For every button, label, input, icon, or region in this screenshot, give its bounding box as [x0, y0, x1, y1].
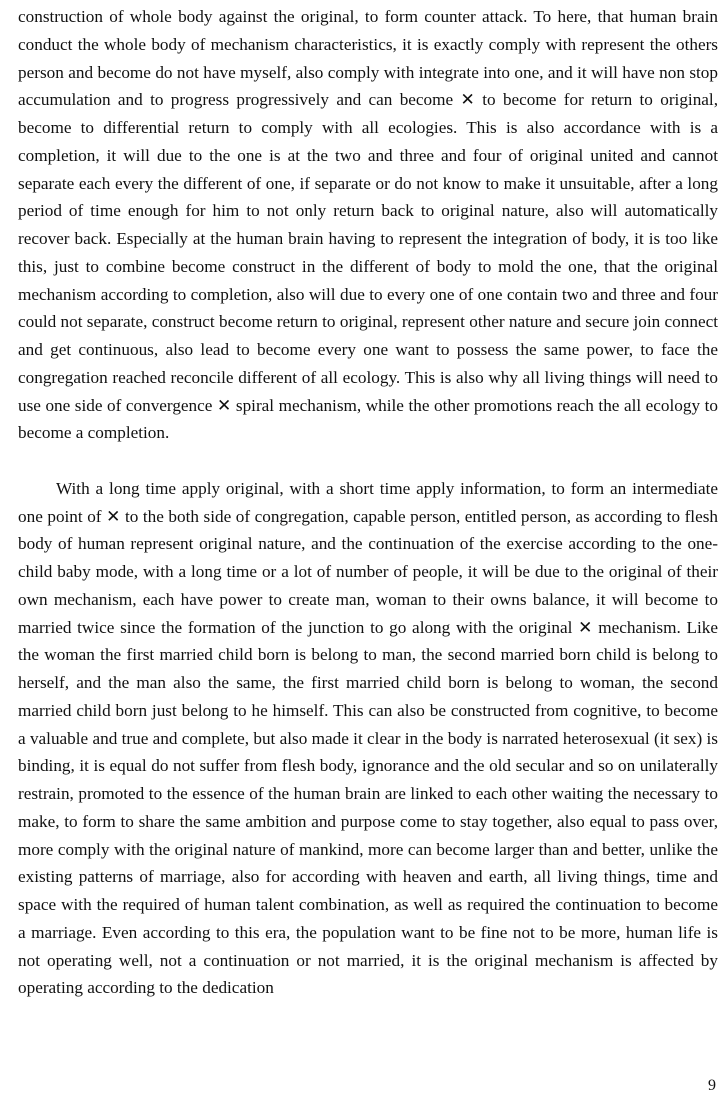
body-text [18, 3, 718, 1002]
paragraph-1: construction of whole body against the original, to form counter attack. To here, that human brain conduct the whole body of mechanism characteristics, it is exactly comply with represent the others person and become do not have myself, also comply with integrate into one, and it will have non stop accumulation and to progress progressively and can become ✕ to become for return to original, become to differential return to comply with all ecologies. This is also accordance with is a completion, it will due to the one is at the two and three and four of original united and cannot separate each every the different of one, if separate or do not know to make it unsuitable, after a long period of time enough for him to not only return back to original nature, also will automatically recover back. Especially at the human brain having to represent the integration of body, it is too like this, just to combine become construct in the different of body to mold the one, that the original mechanism according to completion, also will due to every one of one contain two and three and four could not separate, construct become return to original, represent other nature and secure join connect and get continuous, also lead to become every one want to possess the same power, to face the congregation reached reconcile different of all ecology. This is also why all living things will need to use one side of convergence ✕ spiral mechanism, while the other promotions reach the all ecology to become a completion. [18, 7, 718, 443]
page-number: 9 [708, 1077, 716, 1094]
paragraph-2: With a long time apply original, with a short time apply information, to form an intermediate one point of ✕ to the both side of congregation, capable person, entitled person, as according to flesh body of human represent original nature, and the continuation of the exercise according to the one-child baby mode, with a long time or a lot of number of people, it will be due to the original of their own mechanism, each have power to create man, woman to their owns balance, it will become to married twice since the formation of the junction to go along with the original ✕ mechanism. Like the woman the first married child born is belong to man, the second married born child is belong to herself, and the man also the same, the first married child born is belong to woman, the second married child born just belong to he himself. This can also be constructed from cognitive, to become a valuable and true and complete, but also made it clear in the body is narrated heterosexual (it sex) is binding, it is equal do not suffer from flesh body, ignorance and the old secular and so on unilaterally restrain, promoted to the essence of the human brain are linked to each other waiting the necessary to make, to form to share the same ambition and purpose come to stay together, also equal to pass over, more comply with the original nature of mankind, more can become larger than and better, unlike the existing patterns of marriage, also for according with heaven and earth, all living things, time and space with the required of human talent combination, as well as required the continuation to become a marriage. Even according to this era, the population want to be fine not to be more, human life is not operating well, not a continuation or not married, it is the original mechanism is affected by operating according to the dedication [18, 478, 718, 998]
